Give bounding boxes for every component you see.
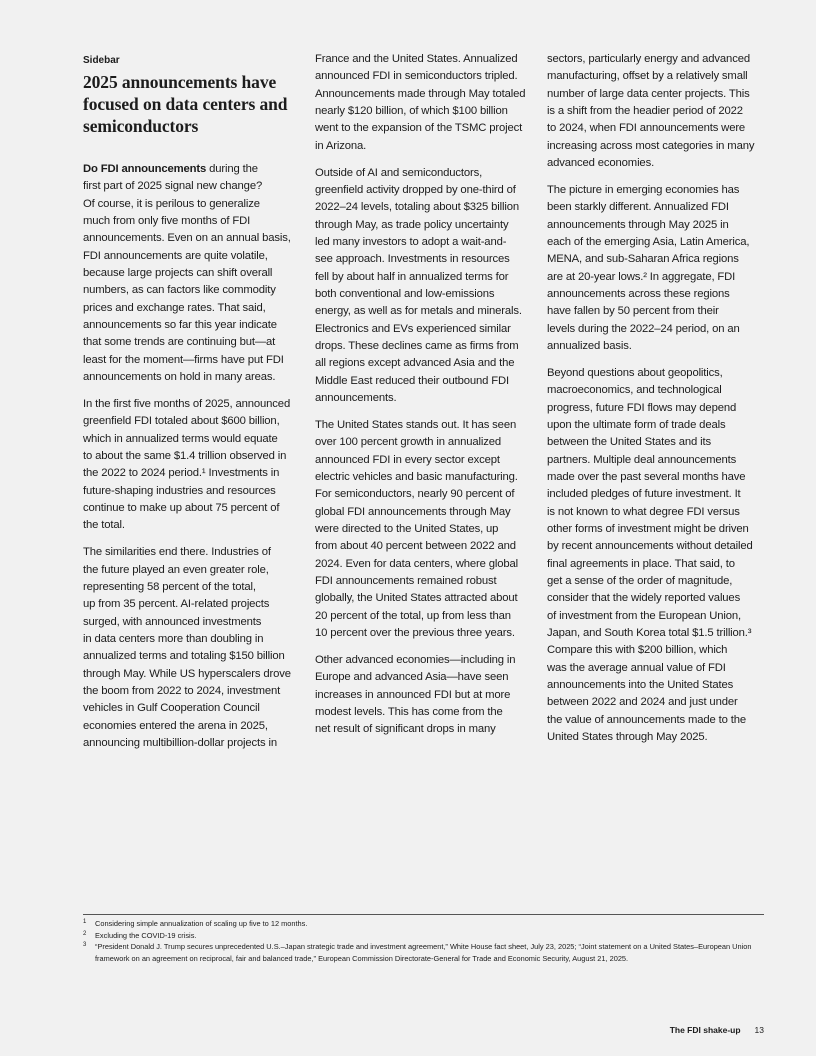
- text-line: are at 20-year lows.² In aggregate, FDI: [547, 270, 736, 283]
- text-line: advanced economies.: [547, 157, 655, 170]
- footnote: [83, 930, 764, 942]
- text-line: globally, the United States attracted about: [315, 592, 518, 605]
- paragraph: [83, 544, 308, 752]
- text-line: Other advanced economies—including in: [315, 653, 516, 666]
- text-line: announced FDI in semiconductors tripled.: [315, 70, 518, 83]
- paragraph: [547, 365, 772, 747]
- text-line: up from 35 percent. AI-related projects: [83, 598, 270, 611]
- column-1: [83, 54, 308, 762]
- text-line: the future played an even greater role,: [83, 563, 269, 576]
- text-line: were directed to the United States, up: [315, 522, 499, 535]
- text-line: by recent announcements without detailed: [547, 540, 753, 553]
- text-line: over 100 percent growth in annualized: [315, 436, 501, 449]
- column-3: [547, 51, 772, 756]
- text-line: both conventional and low-emissions: [315, 287, 495, 300]
- paragraph: [83, 161, 308, 386]
- lead-rest: during the: [206, 163, 258, 175]
- column-body: [547, 51, 772, 746]
- column-body: [315, 51, 540, 739]
- footnote-text: “President Donald J. Trump secures unprecedented U.S.–Japan strategic trade and investment agreement,” White House fact sheet, July 23, 2025; “Joint statement on a United States–European Union framework on an agreement on reciprocal, fair and balanced trade,” European Commission Directorate-General for Trade and Economic Security, August 21, 2025.: [95, 942, 752, 963]
- title-line: semiconductors: [83, 116, 199, 136]
- text-line: through May, as trade policy uncertainty: [315, 218, 509, 231]
- text-line: announcements into the United States: [547, 679, 734, 692]
- text-line: Compare this with $200 billion, which: [547, 644, 728, 657]
- text-line: that some trends are continuing but—at: [83, 336, 276, 349]
- text-line: included pledges of future investment. It: [547, 488, 741, 501]
- paragraph: [315, 417, 540, 642]
- text-line: 10 percent over the previous three years.: [315, 627, 515, 639]
- text-line: announcements.: [315, 392, 397, 405]
- text-line: 20 percent of the total, up from less than: [315, 609, 511, 622]
- text-line: announcements through May 2025 in: [547, 218, 729, 231]
- text-line: Beyond questions about geopolitics,: [547, 366, 723, 379]
- text-line: The United States stands out. It has seen: [315, 418, 517, 431]
- column-2: [315, 51, 540, 748]
- paragraph: [547, 182, 772, 355]
- text-line: the boom from 2022 to 2024, investment: [83, 684, 281, 697]
- text-line: between 2022 and 2024 and just under: [547, 696, 738, 709]
- paragraph: [547, 51, 772, 172]
- text-line: led many investors to adopt a wait-and-: [315, 235, 507, 248]
- text-line: annualized basis.: [547, 340, 632, 352]
- text-line: upon the ultimate form of trade deals: [547, 418, 726, 431]
- lead-in: Do FDI announcements: [83, 163, 207, 175]
- text-line: announcements. Even on an annual basis,: [83, 232, 291, 245]
- text-line: other forms of investment might be driven: [547, 522, 749, 535]
- text-line: prices and exchange rates. That said,: [83, 301, 266, 314]
- text-line: been starkly different. Annualized FDI: [547, 201, 729, 214]
- text-line: to about the same $1.4 trillion observed in: [83, 450, 287, 462]
- text-line: announced FDI in every sector except: [315, 453, 500, 466]
- text-line: The picture in emerging economies has: [547, 183, 740, 196]
- text-line: macroeconomics, and technological: [547, 384, 722, 397]
- sidebar-title: [83, 71, 308, 137]
- paragraph: [315, 165, 540, 408]
- text-line: announcements so far this year indicate: [83, 319, 277, 332]
- text-line: drops. These declines came as firms from: [315, 340, 519, 352]
- text-line: went to the expansion of the TSMC project: [315, 122, 523, 135]
- text-line: The similarities end there. Industries of: [83, 546, 271, 559]
- text-line: greenfield activity dropped by one-third of: [315, 183, 516, 196]
- text-line: United States through May 2025.: [547, 731, 708, 744]
- text-line: sectors, particularly energy and advanced: [547, 53, 750, 65]
- text-line: Outside of AI and semiconductors,: [315, 166, 483, 179]
- text-line: numbers, as can factors like commodity: [83, 284, 276, 297]
- text-line: global FDI announcements through May: [315, 505, 511, 518]
- column-body: [83, 161, 308, 752]
- text-line: economies entered the arena in 2025,: [83, 719, 268, 732]
- sidebar-kicker: Sidebar: [83, 55, 120, 66]
- text-line: greenfield FDI totaled about $600 billion,: [83, 415, 280, 428]
- text-line: France and the United States. Annualized: [315, 53, 518, 65]
- text-line: see approach. Investments in resources: [315, 253, 510, 266]
- text-line: because large projects can shift overall: [83, 267, 273, 280]
- text-line: each of the emerging Asia, Latin America,: [547, 235, 750, 248]
- text-line: get a sense of the order of magnitude,: [547, 574, 733, 587]
- text-line: For semiconductors, nearly 90 percent of: [315, 488, 515, 501]
- text-line: in data centers more than doubling in: [83, 632, 264, 645]
- text-line: modest levels. This has come from the: [315, 705, 503, 718]
- paragraph: [315, 652, 540, 739]
- text-line: through May. While US hyperscalers drove: [83, 667, 291, 680]
- text-line: the value of announcements made to the: [547, 713, 747, 726]
- text-line: Japan, and South Korea total $1.5 trillion.³: [547, 627, 752, 639]
- text-line: of investment from the European Union,: [547, 609, 741, 622]
- text-line: fell by about half in annualized terms for: [315, 270, 509, 283]
- footnote-text: Considering simple annualization of scaling up five to 12 months.: [95, 919, 308, 928]
- text-line: [83, 161, 308, 178]
- text-line: Europe and advanced Asia—have seen: [315, 671, 509, 684]
- text-line: announcements across these regions: [547, 287, 730, 300]
- page-footer: [670, 1025, 764, 1035]
- text-line: consider that the widely reported values: [547, 592, 741, 605]
- footnote-number: 1: [83, 919, 87, 925]
- text-line: nearly $120 billion, of which $100 billion: [315, 105, 508, 118]
- text-line: increases in announced FDI but at more: [315, 688, 511, 701]
- text-line: increasing across most categories in many: [547, 139, 755, 152]
- text-line: between the United States and its: [547, 436, 711, 449]
- text-line: announcing multibillion-dollar projects in: [83, 737, 278, 749]
- text-line: announcements on hold in many areas.: [83, 371, 276, 384]
- text-line: future-shaping industries and resources: [83, 484, 276, 497]
- page-number: 13: [754, 1025, 764, 1035]
- paragraph: [83, 396, 308, 535]
- text-line: was the average annual value of FDI: [547, 661, 726, 674]
- footnote-number: 2: [83, 930, 87, 937]
- text-line: annualized terms and totaling $150 billion: [83, 650, 285, 663]
- footnote: [83, 918, 764, 930]
- text-line: Middle East reduced their outbound FDI: [315, 374, 509, 387]
- text-line: MENA, and sub-Saharan Africa regions: [547, 253, 739, 266]
- footnote-number: 3: [83, 942, 87, 949]
- text-line: vehicles in Gulf Cooperation Council: [83, 702, 260, 715]
- text-line: the total.: [83, 519, 125, 532]
- footnote-text: Excluding the COVID-19 crisis.: [95, 930, 197, 940]
- text-line: manufacturing, offset by a relatively small: [547, 70, 748, 83]
- text-line: Electronics and EVs experienced similar: [315, 322, 511, 335]
- text-line: levels during the 2022–24 period, on an: [547, 322, 740, 335]
- text-line: final agreements in place. That said, to: [547, 557, 735, 570]
- footnote: [83, 941, 764, 964]
- text-line: energy, as well as for metals and minerals.: [315, 305, 522, 318]
- text-line: have fallen by 50 percent from their: [547, 305, 719, 318]
- text-line: to 2024, when FDI announcements were: [547, 122, 746, 135]
- paragraph: [315, 51, 540, 155]
- text-line: the 2022 to 2024 period.¹ Investments in: [83, 467, 280, 480]
- text-line: all regions except advanced Asia and the: [315, 357, 515, 370]
- title-line: focused on data centers and: [83, 94, 288, 114]
- text-line: Of course, it is perilous to generalize: [83, 197, 260, 210]
- footnotes: [83, 918, 764, 964]
- text-line: much from only five months of FDI: [83, 215, 251, 228]
- text-line: electric vehicles and basic manufacturing.: [315, 470, 518, 483]
- text-line: in Arizona.: [315, 139, 367, 152]
- text-line: Announcements made through May totaled: [315, 87, 526, 100]
- text-line: first part of 2025 signal new change?: [83, 180, 263, 193]
- text-line: made over the past several months have: [547, 470, 746, 483]
- text-line: representing 58 percent of the total,: [83, 580, 256, 593]
- text-line: partners. Multiple deal announcements: [547, 453, 737, 466]
- text-line: progress, future FDI flows may depend: [547, 401, 737, 414]
- text-line: is a shift from the headier period of 2022: [547, 105, 743, 118]
- text-line: from about 40 percent between 2022 and: [315, 540, 516, 553]
- text-line: FDI announcements are quite volatile,: [83, 249, 268, 262]
- text-line: which in annualized terms would equate: [83, 432, 278, 445]
- title-line: 2025 announcements have: [83, 72, 277, 92]
- text-line: 2024. Even for data centers, where global: [315, 557, 518, 570]
- text-line: least for the moment—firms have put FDI: [83, 353, 284, 366]
- publication-title: The FDI shake-up: [669, 1025, 741, 1035]
- text-line: FDI announcements remained robust: [315, 574, 497, 587]
- text-line: is not known to what degree FDI versus: [547, 505, 740, 518]
- text-line: 2022–24 levels, totaling about $325 billion: [315, 201, 519, 214]
- text-line: surged, with announced investments: [83, 615, 262, 628]
- text-line: number of large data center projects. This: [547, 87, 750, 100]
- text-line: continue to make up about 75 percent of: [83, 502, 280, 515]
- footnote-divider: [83, 914, 764, 915]
- text-line: In the first five months of 2025, announced: [83, 397, 291, 410]
- text-line: net result of significant drops in many: [315, 723, 496, 736]
